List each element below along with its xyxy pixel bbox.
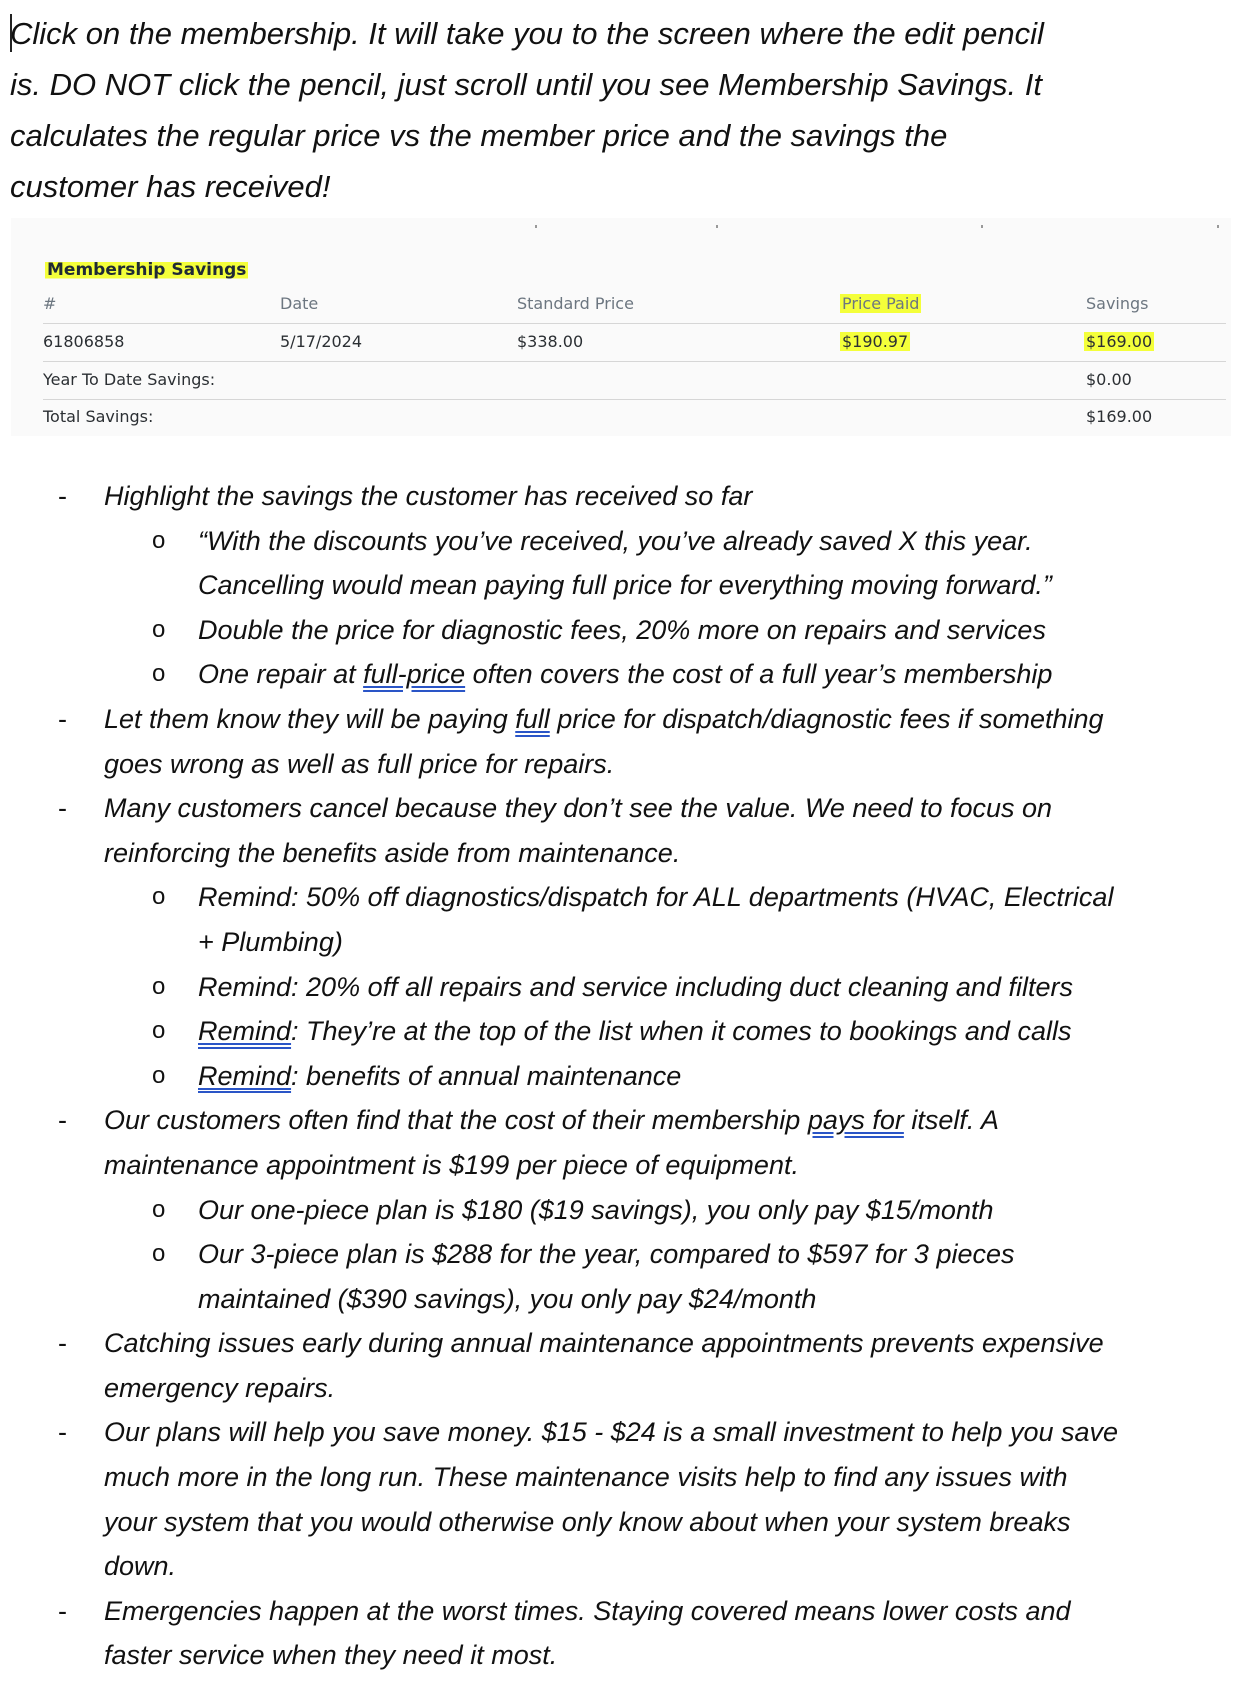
circle-marker: o bbox=[152, 615, 166, 643]
bullet-line bbox=[0, 697, 1245, 742]
separator-dot bbox=[716, 225, 718, 228]
bullet-text bbox=[104, 697, 1104, 742]
intro-paragraph bbox=[10, 8, 1235, 212]
intro-line: Click on the membership. It will take you to the screen where the edit pencil bbox=[10, 16, 1044, 51]
ytd-savings-row bbox=[43, 362, 1226, 400]
sub-bullet-text: Double the price for diagnostic fees, 20% more on repairs and services bbox=[198, 614, 1046, 645]
ytd-savings-value: $0.00 bbox=[1086, 370, 1132, 389]
bullet-text: Many customers cancel because they don’t see the value. We need to focus on bbox=[104, 793, 1053, 824]
sub-bullet-text: Remind: 20% off all repairs and service including duct cleaning and filters bbox=[198, 971, 1073, 1002]
bullet-line bbox=[0, 1366, 1245, 1411]
dash-marker: - bbox=[58, 1417, 67, 1448]
bullet-line bbox=[0, 1455, 1245, 1500]
sub-bullet-text: “With the discounts you’ve received, you’ve already saved X this year. bbox=[198, 525, 1033, 556]
circle-marker: o bbox=[152, 883, 166, 911]
sub-bullet-text bbox=[198, 652, 1052, 697]
membership-savings-screenshot bbox=[11, 218, 1231, 436]
text-run: price for dispatch/diagnostic fees if something bbox=[549, 703, 1104, 734]
dash-marker: - bbox=[58, 481, 67, 511]
bullet-line bbox=[0, 1410, 1245, 1455]
membership-savings-title: Membership Savings bbox=[47, 260, 247, 280]
circle-marker: o bbox=[152, 1240, 166, 1268]
bullet-text: emergency repairs. bbox=[104, 1372, 336, 1403]
intro-line: customer has received! bbox=[10, 169, 331, 204]
sub-bullet-line bbox=[0, 1054, 1245, 1099]
text-run: One repair at bbox=[198, 659, 364, 690]
bullet-text: Our plans will help you save money. $15 - $24 is a small investment to help you save bbox=[104, 1417, 1119, 1448]
ytd-savings-label: Year To Date Savings: bbox=[43, 370, 216, 389]
bullet-line bbox=[0, 1098, 1245, 1143]
sub-bullet-text: Our one-piece plan is $180 ($19 savings), you only pay $15/month bbox=[198, 1194, 994, 1225]
total-savings-label: Total Savings: bbox=[43, 407, 154, 426]
text-run: : They’re at the top of the list when it comes to bookings and calls bbox=[291, 1016, 1072, 1047]
sub-bullet-text: maintained ($390 savings), you only pay $24/month bbox=[198, 1283, 817, 1314]
sub-bullet-line bbox=[0, 1232, 1245, 1277]
text-run: Our customers often find that the cost of their membership bbox=[104, 1105, 808, 1136]
circle-marker: o bbox=[152, 1017, 166, 1045]
total-savings-row bbox=[43, 399, 1226, 436]
sub-bullet-line bbox=[0, 875, 1245, 920]
bullet-text: Emergencies happen at the worst times. Staying covered means lower costs and bbox=[104, 1595, 1071, 1626]
sub-bullet-line bbox=[0, 1277, 1245, 1322]
separator-dot bbox=[981, 225, 983, 228]
circle-marker: o bbox=[152, 1061, 166, 1089]
sub-bullet-text: Cancelling would mean paying full price for everything moving forward.” bbox=[198, 570, 1052, 601]
separator-dot bbox=[535, 225, 537, 228]
bullet-line bbox=[0, 1589, 1245, 1634]
sub-bullet-line bbox=[0, 608, 1245, 653]
underlined-text: full-price bbox=[363, 659, 466, 690]
sub-bullet-line bbox=[0, 563, 1245, 608]
bullet-line bbox=[0, 1633, 1245, 1678]
dash-marker: - bbox=[58, 1595, 67, 1626]
bullet-text bbox=[104, 1098, 999, 1143]
sub-bullet-text bbox=[198, 1009, 1071, 1054]
sub-bullet-text: Remind: 50% off diagnostics/dispatch for ALL departments (HVAC, Electrical bbox=[198, 882, 1114, 913]
cell-savings: $169.00 bbox=[1086, 332, 1153, 351]
table-header-row bbox=[43, 286, 1226, 324]
sub-bullet-line bbox=[0, 965, 1245, 1010]
sub-bullet-line bbox=[0, 1009, 1245, 1054]
sub-bullet-text: + Plumbing) bbox=[198, 926, 343, 957]
sub-bullet-line bbox=[0, 652, 1245, 697]
bullet-text: down. bbox=[104, 1551, 177, 1582]
text-run: often covers the cost of a full year’s membership bbox=[465, 659, 1053, 690]
bullet-line bbox=[0, 1500, 1245, 1545]
separator-dot bbox=[1217, 225, 1219, 228]
bullet-line bbox=[0, 1544, 1245, 1589]
text-run: Let them know they will be paying bbox=[104, 703, 516, 734]
sub-bullet-line bbox=[0, 1188, 1245, 1233]
underlined-text: Remind bbox=[198, 1016, 292, 1047]
bullet-text: reinforcing the benefits aside from maintenance. bbox=[104, 837, 681, 868]
circle-marker: o bbox=[152, 660, 166, 688]
bullet-text: Highlight the savings the customer has received so far bbox=[104, 481, 753, 511]
bullet-line bbox=[0, 786, 1245, 831]
table-row bbox=[43, 324, 1226, 362]
bullet-text: goes wrong as well as full price for repairs. bbox=[104, 748, 615, 779]
cell-price-paid: $190.97 bbox=[842, 332, 909, 351]
bullet-text: much more in the long run. These maintenance visits help to find any issues with bbox=[104, 1462, 1068, 1493]
underlined-text: full bbox=[515, 703, 550, 734]
intro-line: calculates the regular price vs the member price and the savings the bbox=[10, 118, 948, 153]
underlined-text: Remind bbox=[198, 1060, 292, 1091]
dash-marker: - bbox=[58, 1105, 67, 1136]
header-number: # bbox=[43, 294, 57, 313]
header-standard-price: Standard Price bbox=[517, 294, 634, 313]
header-date: Date bbox=[280, 294, 319, 313]
text-run: : benefits of annual maintenance bbox=[291, 1060, 682, 1091]
dash-marker: - bbox=[58, 1328, 67, 1359]
bullet-text: Catching issues early during annual maintenance appointments prevents expensive bbox=[104, 1328, 1104, 1359]
bullet-line bbox=[0, 474, 1245, 519]
bullet-text: maintenance appointment is $199 per piece of equipment. bbox=[104, 1149, 799, 1180]
intro-line: is. DO NOT click the pencil, just scroll until you see Membership Savings. It bbox=[10, 67, 1042, 102]
sub-bullet-line bbox=[0, 519, 1245, 564]
sub-bullet-text bbox=[198, 1054, 681, 1099]
bullet-line bbox=[0, 1143, 1245, 1188]
sub-bullet-line bbox=[0, 920, 1245, 965]
bullet-line bbox=[0, 831, 1245, 876]
text-run: itself. A bbox=[903, 1105, 999, 1136]
dash-marker: - bbox=[58, 793, 67, 824]
dash-marker: - bbox=[58, 703, 67, 734]
circle-marker: o bbox=[152, 526, 166, 554]
header-price-paid: Price Paid bbox=[842, 294, 920, 313]
bullet-text: your system that you would otherwise only know about when your system breaks bbox=[104, 1506, 1071, 1537]
bullet-line bbox=[0, 1321, 1245, 1366]
bullet-text: faster service when they need it most. bbox=[104, 1640, 558, 1671]
bullet-line bbox=[0, 742, 1245, 787]
cell-standard-price: $338.00 bbox=[517, 332, 584, 351]
cell-number: 61806858 bbox=[43, 332, 125, 351]
circle-marker: o bbox=[152, 972, 166, 1000]
sub-bullet-text: Our 3-piece plan is $288 for the year, compared to $597 for 3 pieces bbox=[198, 1239, 1015, 1270]
circle-marker: o bbox=[152, 1195, 166, 1223]
underlined-text: pays for bbox=[807, 1105, 904, 1136]
header-savings: Savings bbox=[1086, 294, 1149, 313]
cell-date: 5/17/2024 bbox=[280, 332, 363, 351]
talking-points-list bbox=[0, 474, 1245, 1678]
total-savings-value: $169.00 bbox=[1086, 407, 1153, 426]
